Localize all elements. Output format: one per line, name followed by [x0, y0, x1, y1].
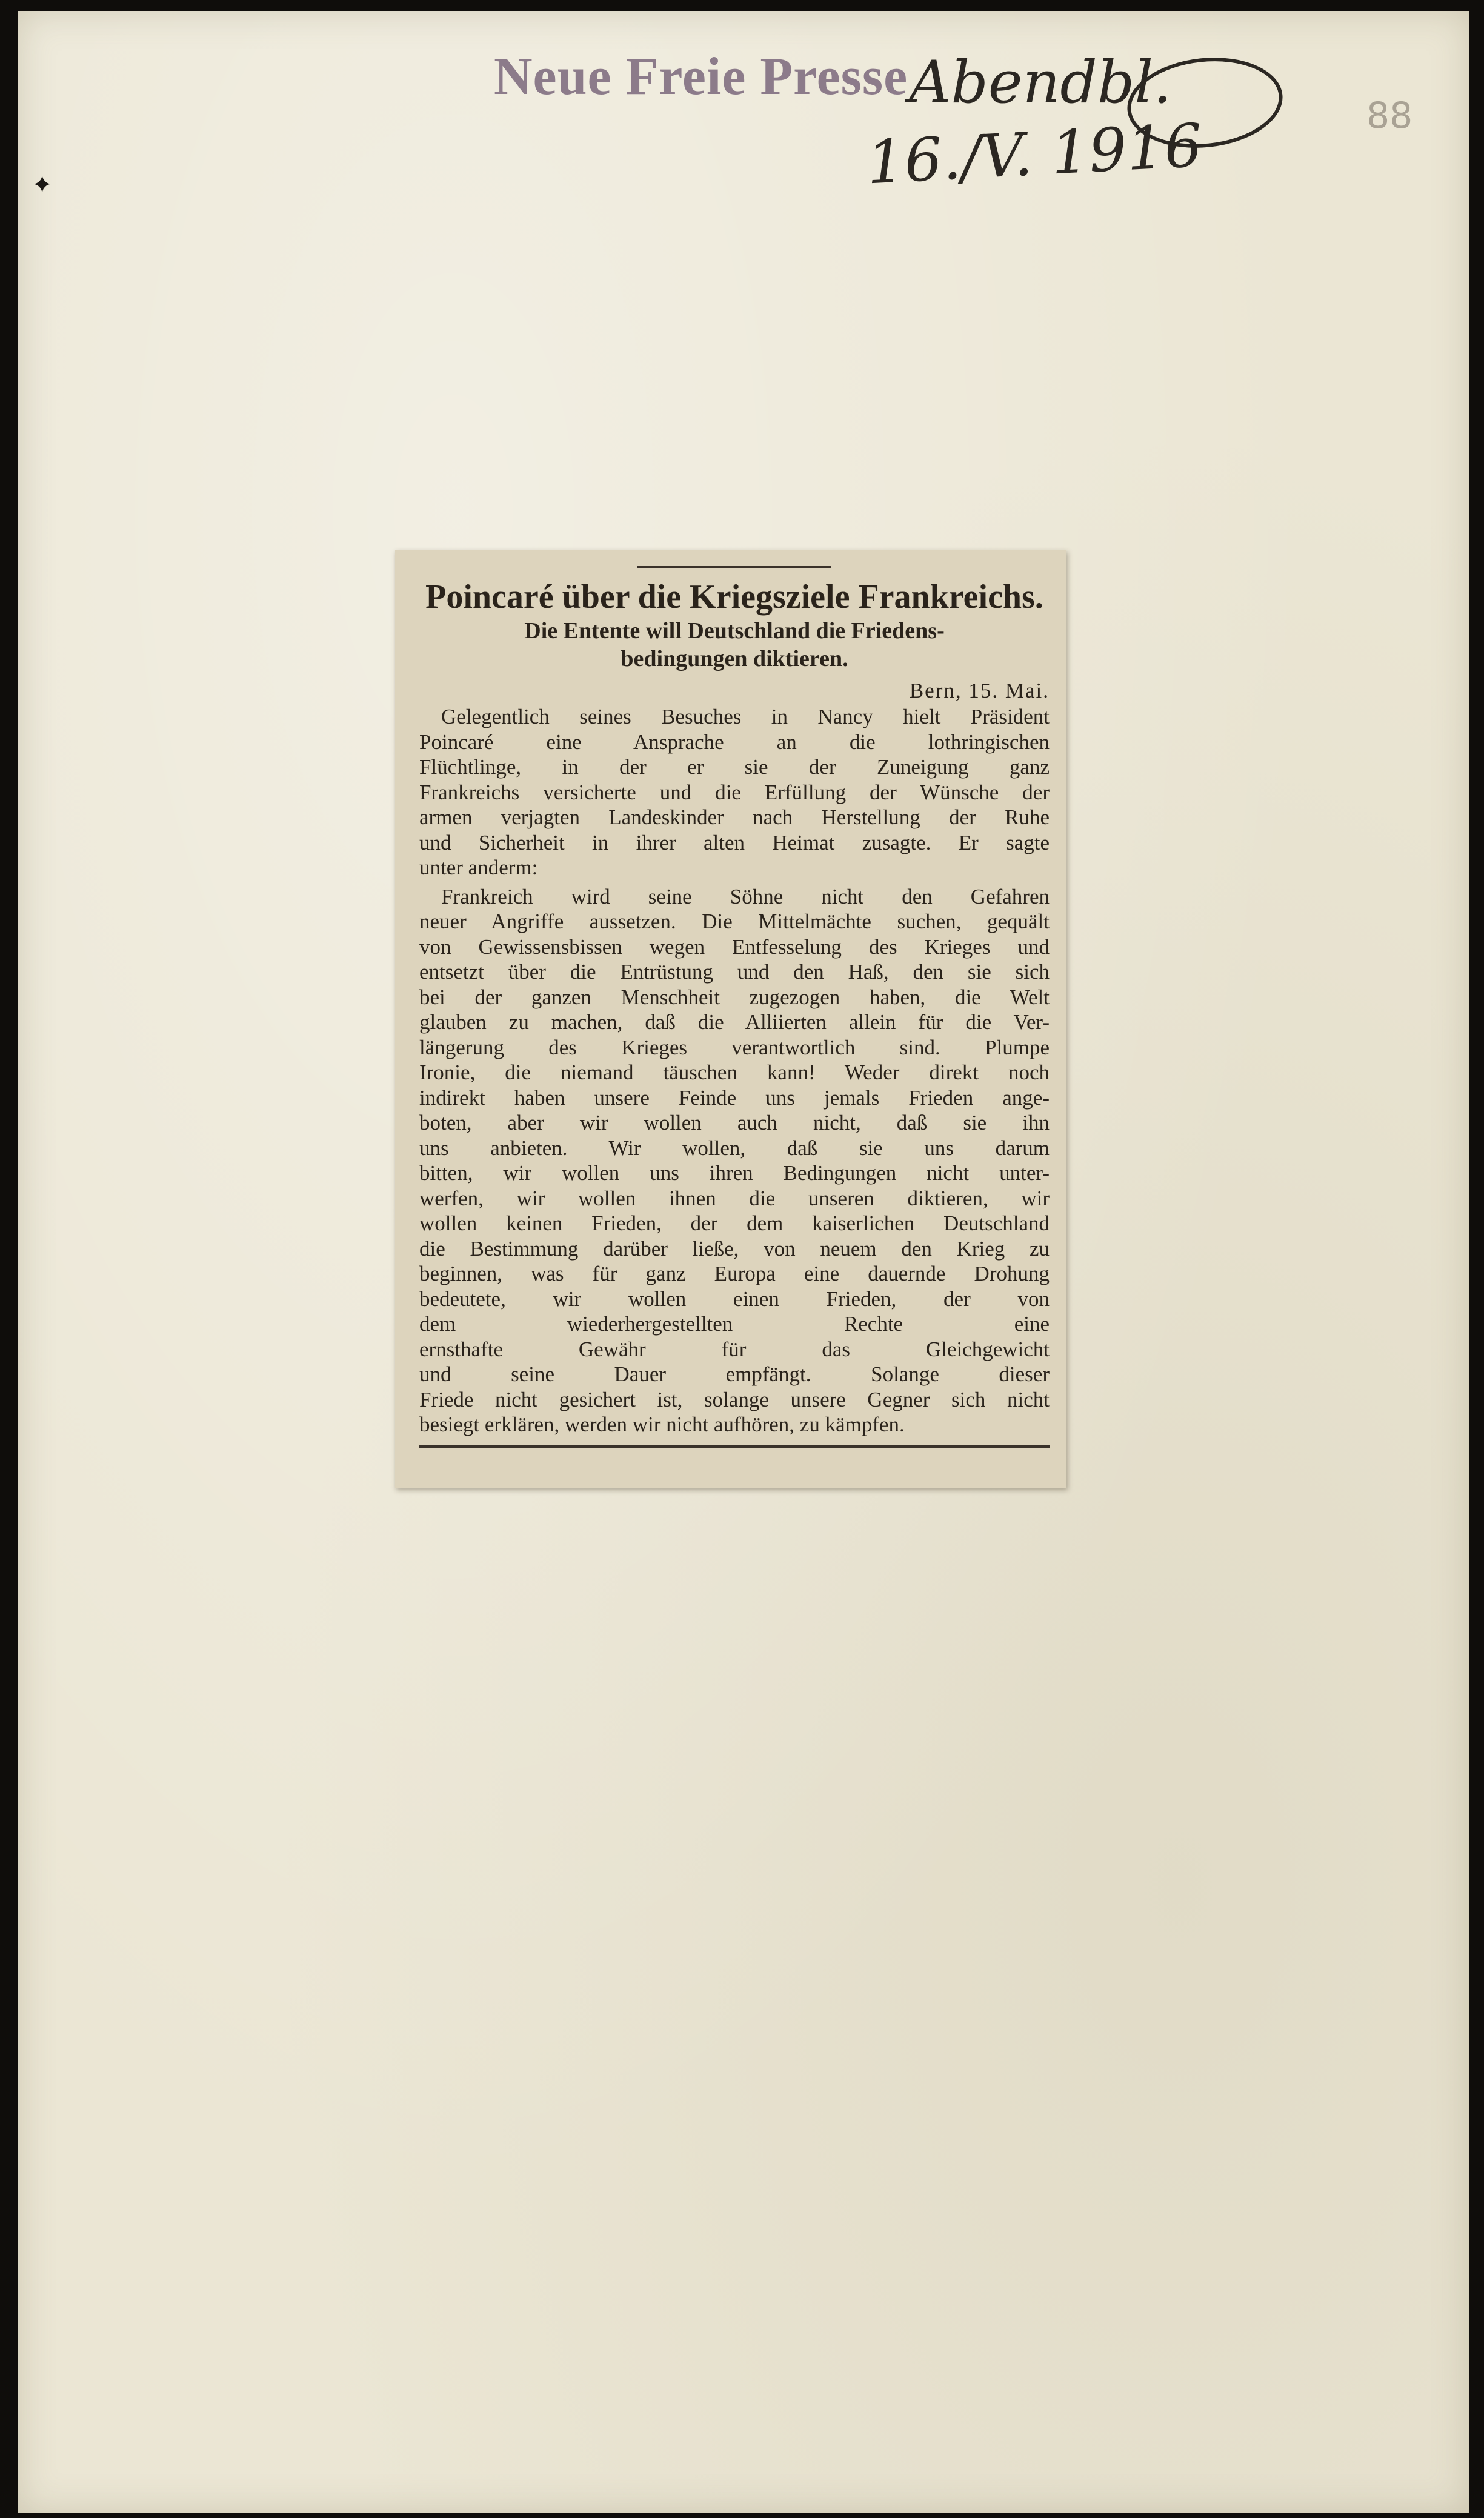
- text-line: von Gewissensbissen wegen Entfesselung des Krieges und: [419, 934, 1050, 959]
- text-line: bei der ganzen Menschheit zugezogen haben, die Welt: [419, 985, 1050, 1009]
- subhead-line: bedingungen diktieren.: [621, 646, 848, 671]
- text-line: indirekt haben unsere Feinde uns jemals Frieden ange-: [419, 1085, 1050, 1110]
- text-line: und Sicherheit in ihrer alten Heimat zusagte. Er sagte: [419, 830, 1050, 854]
- text-line: werfen, wir wollen ihnen die unseren diktieren, wir: [419, 1186, 1050, 1210]
- newspaper-clipping: [395, 550, 1066, 1488]
- text-line: wollen keinen Frieden, der dem kaiserlichen Deutschland: [419, 1211, 1050, 1235]
- text-line: uns anbieten. Wir wollen, daß sie uns darum: [419, 1136, 1050, 1160]
- folio-number: 88: [1366, 95, 1413, 137]
- article-dateline: Bern, 15. Mai.: [909, 679, 1050, 702]
- handwritten-date: 16./V. 1916: [865, 111, 1204, 198]
- subhead-line: Die Entente will Deutschland die Friedens-: [524, 618, 945, 644]
- text-line: entsetzt über die Entrüstung und den Haß, den sie sich: [419, 960, 1050, 984]
- text-line: beginnen, was für ganz Europa eine dauernde Drohung: [419, 1262, 1050, 1285]
- archive-sheet: [18, 11, 1469, 2513]
- text-line: glauben zu machen, daß die Alliierten allein für die Ver-: [419, 1010, 1050, 1034]
- text-line: längerung des Krieges verantwortlich sind. Plumpe: [419, 1035, 1050, 1059]
- text-line: dem wiederhergestellten Rechte eine: [419, 1312, 1050, 1336]
- bottom-rule: [419, 1445, 1050, 1448]
- text-line: Frankreich wird seine Söhne nicht den Gefahren: [441, 884, 1050, 908]
- article-paragraph-1: [419, 704, 1050, 881]
- text-line: boten, aber wir wollen auch nicht, daß sie ihn: [419, 1111, 1050, 1134]
- text-line: Friede nicht gesichert ist, solange unsere Gegner sich nicht: [419, 1387, 1050, 1411]
- pin-mark-icon: ✦: [32, 170, 53, 199]
- text-line: Flüchtlinge, in der er sie der Zuneigung ganz: [419, 755, 1050, 779]
- text-line: bedeutete, wir wollen einen Frieden, der von: [419, 1287, 1050, 1311]
- text-line: ernsthafte Gewähr für das Gleichgewicht: [419, 1337, 1050, 1361]
- text-line: Poincaré eine Ansprache an die lothringischen: [419, 730, 1050, 754]
- text-line: Frankreichs versicherte und die Erfüllung der Wünsche der: [419, 780, 1050, 804]
- newspaper-stamp: Neue Freie Presse: [494, 47, 908, 106]
- text-line: besiegt erklären, werden wir nicht aufhören, zu kämpfen.: [419, 1413, 905, 1436]
- text-line: die Bestimmung darüber ließe, von neuem den Krieg zu: [419, 1236, 1050, 1261]
- text-line: bitten, wir wollen uns ihren Bedingungen nicht unter-: [419, 1161, 1050, 1185]
- article-subhead: [419, 617, 1050, 673]
- article-headline: Poincaré über die Kriegsziele Frankreichs.: [425, 578, 1043, 616]
- article-paragraph-2: [419, 884, 1050, 1437]
- handwritten-edition-note: Abendbl.: [909, 48, 1172, 116]
- text-line: neuer Angriffe aussetzen. Die Mittelmächte suchen, gequält: [419, 910, 1050, 933]
- text-line: armen verjagten Landeskinder nach Herstellung der Ruhe: [419, 805, 1050, 829]
- text-line: Gelegentlich seines Besuches in Nancy hielt Präsident: [441, 705, 1050, 728]
- text-line: unter anderm:: [419, 856, 538, 879]
- text-line: Ironie, die niemand täuschen kann! Weder direkt noch: [419, 1061, 1050, 1084]
- top-rule: [637, 566, 831, 568]
- text-line: und seine Dauer empfängt. Solange dieser: [419, 1362, 1050, 1386]
